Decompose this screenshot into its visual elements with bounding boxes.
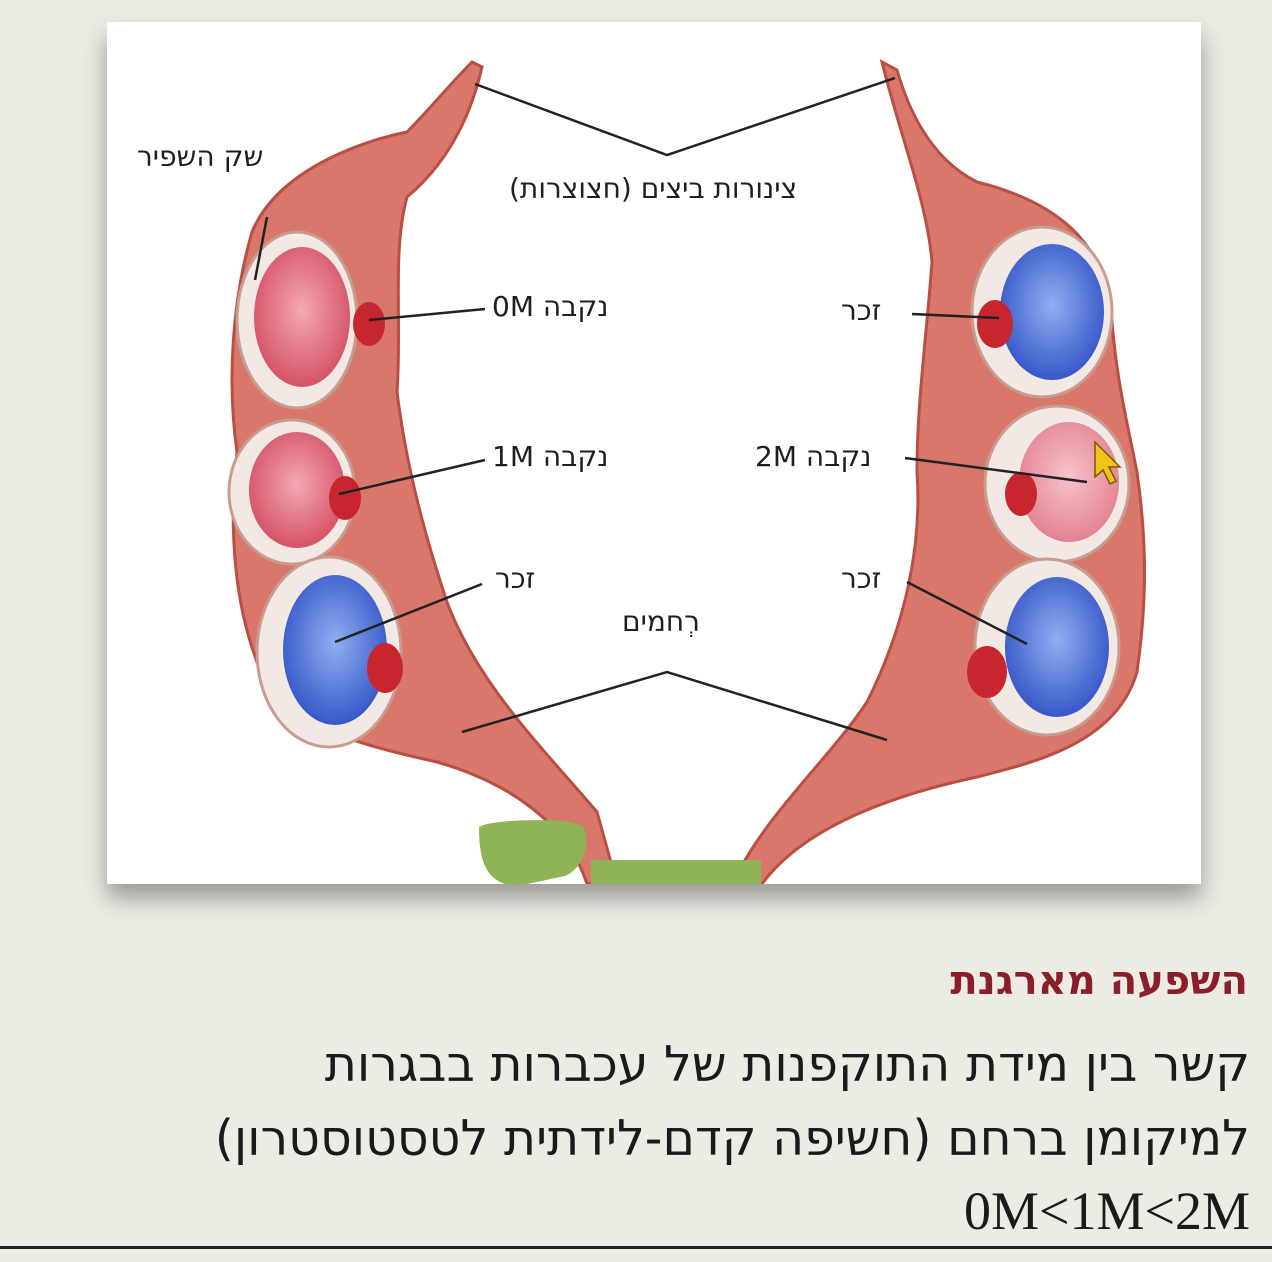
fetus-right-bottom-male bbox=[1005, 577, 1109, 717]
label-oviducts: צינורות ביצים (חצוצרות) bbox=[509, 172, 798, 205]
ovary-left-top bbox=[353, 302, 385, 346]
green-shape-right bbox=[591, 860, 761, 884]
label-amniotic-sac: שק השפיר bbox=[137, 140, 264, 173]
bottom-divider bbox=[0, 1246, 1272, 1249]
fetus-right-top-male bbox=[1000, 244, 1104, 380]
label-left-bottom-male: זכר bbox=[495, 562, 536, 595]
label-right-top-male: זכר bbox=[841, 294, 882, 327]
diagram-drawing bbox=[107, 22, 1201, 884]
formula: 0M<1M<2M bbox=[964, 1181, 1250, 1241]
label-right-bottom-male: זכר bbox=[841, 562, 882, 595]
ovary-right-bottom bbox=[967, 646, 1007, 698]
label-uterus: רְחמים bbox=[622, 605, 700, 638]
ovary-right-top bbox=[977, 300, 1013, 348]
fetus-left-bottom-male bbox=[283, 575, 387, 725]
green-shape-left bbox=[479, 820, 587, 884]
label-left-middle-female-1m: נקבה 1M bbox=[492, 440, 609, 473]
label-left-top-female-0m: נקבה 0M bbox=[492, 290, 609, 323]
label-right-middle-female-2m: נקבה 2M bbox=[755, 440, 872, 473]
uterus-diagram bbox=[107, 22, 1201, 884]
ovary-left-middle bbox=[329, 476, 361, 520]
slide-heading: השפעה מארגנת bbox=[950, 958, 1248, 1004]
ovary-left-bottom bbox=[367, 643, 403, 693]
body-line-1: קשר בין מידת התוקפנות של עכברות בבגרות bbox=[324, 1036, 1250, 1093]
fetus-left-top-female bbox=[254, 247, 350, 387]
ovary-right-middle bbox=[1005, 472, 1037, 516]
body-line-2: למיקומן ברחם (חשיפה קדם-לידתית לטסטוסטרון) bbox=[214, 1110, 1250, 1167]
